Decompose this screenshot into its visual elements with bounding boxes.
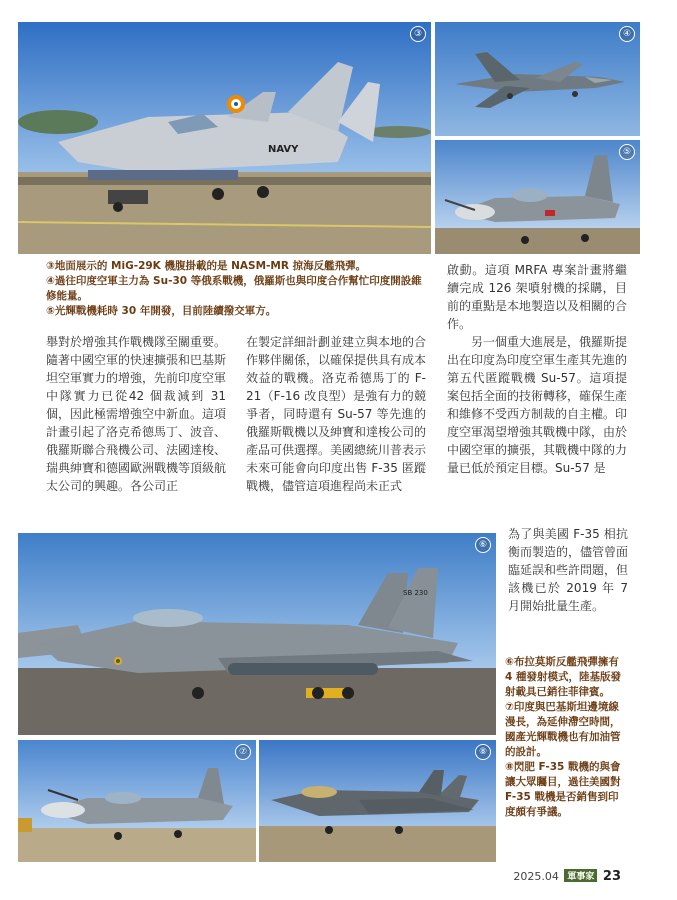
captions-right [505,655,627,820]
photo-number-badge: ④ [619,26,635,42]
photo-number-badge: ⑤ [619,144,635,160]
captions-top [46,259,426,319]
article-text: 在製定詳細計劃並建立與本地的合作夥伴關係，以確保提供具有成本效益的戰機。洛克希德馬丁的 F-21（F-16 改良型）是強有力的競爭者，同時還有 Su-57 等先進的俄羅斯戰機以及紳寶和達梭公司的產品可供選擇。美國總統川普表示未來可能會向印度出售 F-35 匿蹤戰機，儘管這項進程尚未正式 [246,335,427,493]
photo-su30 [435,22,640,136]
page-footer [513,869,621,884]
issue-date: 2025.04 [513,870,559,883]
caption-5: ⑤光輝戰機耗時 30 年開發，目前陸續撥交軍方。 [46,305,277,317]
photo-tejas-refuel [18,740,256,862]
article-text: 舉對於增強其作戰機隊至關重要。隨著中國空軍的快速擴張和巴基斯坦空軍實力的增強，先前印度空軍中隊實力已從42 個裁減到 31 個，因此極需增強空中新血。這項計畫引起了洛克希德馬丁、波音、俄羅斯聯合飛機公司、法國達梭、瑞典紳寶和德國歐洲戰機等頂級航太公司的興趣。各公司正 [46,335,227,493]
photo-number-badge: ⑧ [475,744,491,760]
plane-number: SB 230 [403,589,428,597]
photo-mig29k [18,22,431,254]
caption-6: ⑥布拉莫斯反艦飛彈擁有 4 種發射模式，陸基版發射載具已銷往菲律賓。 [505,656,621,698]
article-column-1 [46,333,226,495]
magazine-name: 軍事家 [564,869,597,882]
caption-4: ④過往印度空軍主力為 Su-30 等俄系戰機，俄羅斯也與印度合作幫忙印度開設維修能量。 [46,275,422,302]
article-text: 為了與美國 F-35 相抗衡而製造的，儘管曾面臨延誤和些許問題，但該機已於 2019 年 7 月開始批量生產。 [508,527,629,613]
article-text: 另一個重大進展是，俄羅斯提出在印度為印度空軍生產其先進的第五代匿蹤戰機 Su-57。這項提案包括全面的技術轉移，確保生產和維修不受西方制裁的自主權。印度空軍渴望增強其戰機中隊，由於中國空軍的擴張，其戰機中隊的力量已低於預定目標。Su-57 是 [447,335,628,475]
photo-su30-brahmos [18,533,496,735]
photo-number-badge: ⑥ [475,537,491,553]
caption-7: ⑦印度與巴基斯坦邊境線漫長，為延伸滯空時間，國產光輝戰機也有加油管的設計。 [505,701,621,758]
photo-number-badge: ⑦ [235,744,251,760]
photo-f35 [259,740,496,862]
article-column-3-continued [508,525,628,615]
photo-tejas-ground [435,140,640,254]
photo-number-badge: ③ [410,26,426,42]
caption-8: ⑧閃肥 F-35 戰機的與會讓大眾矚目，過往美國對 F-35 戰機是否銷售到印度頗有爭議。 [505,761,621,818]
article-column-3 [447,261,627,477]
navy-marking: NAVY [268,144,299,155]
caption-3: ③地面展示的 MiG-29K 機腹掛載的是 NASM-MR 掠海反艦飛彈。 [46,260,367,272]
article-column-2 [246,333,426,495]
page-number: 23 [602,869,621,884]
article-text: 啟動。這項 MRFA 專案計畫將繼續完成 126 架噴射機的採購，目前的重點是本地製造以及相關的合作。 [447,263,628,331]
